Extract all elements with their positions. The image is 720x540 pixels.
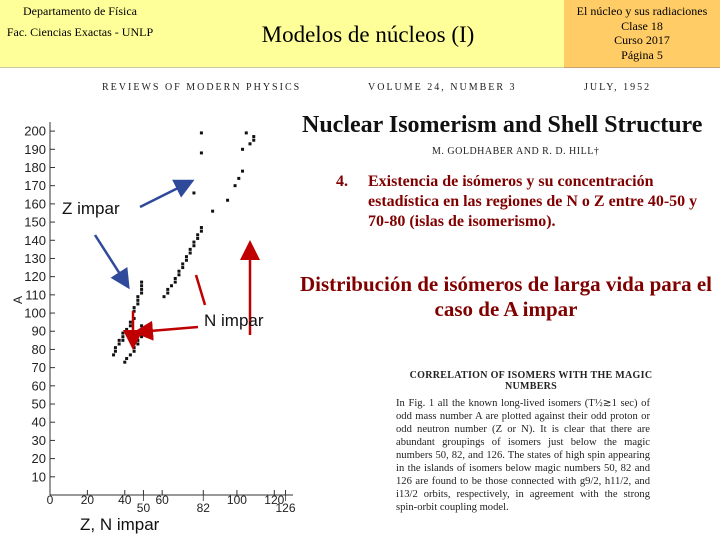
y-tick-label: 40	[31, 414, 46, 430]
data-point	[125, 328, 128, 331]
data-point	[200, 131, 203, 134]
data-point	[129, 324, 132, 327]
data-point	[166, 292, 169, 295]
y-tick-label: 150	[24, 214, 46, 230]
data-point	[252, 135, 255, 138]
arrow-z-up	[140, 182, 190, 207]
data-point	[196, 237, 199, 240]
data-point	[192, 244, 195, 247]
paper-authors: M. GOLDHABER AND R. D. HILL†	[432, 146, 600, 157]
arrow-z-down	[95, 235, 127, 285]
data-point	[136, 299, 139, 302]
data-point	[125, 357, 128, 360]
data-point	[121, 332, 124, 335]
data-point	[136, 342, 139, 345]
data-point	[123, 361, 126, 364]
n-odd-label: N impar	[204, 311, 264, 330]
data-point	[118, 342, 121, 345]
data-point	[118, 339, 121, 342]
x-tick-label: 60	[155, 493, 169, 507]
x-tick-label: 100	[226, 493, 247, 507]
data-point	[136, 339, 139, 342]
y-tick-label: 170	[24, 178, 46, 194]
y-tick-label: 80	[31, 341, 46, 357]
data-point	[121, 335, 124, 338]
data-point	[177, 270, 180, 273]
data-point	[200, 151, 203, 154]
y-tick-label: 120	[24, 269, 46, 285]
data-point	[192, 241, 195, 244]
data-point	[252, 139, 255, 142]
data-point	[129, 353, 132, 356]
data-point	[237, 177, 240, 180]
data-point	[249, 142, 252, 145]
y-tick-label: 10	[31, 469, 46, 485]
data-point	[129, 321, 132, 324]
journal-volume: VOLUME 24, NUMBER 3	[368, 82, 517, 93]
y-tick-label: 190	[24, 141, 46, 157]
x-tick-label: 0	[46, 493, 54, 507]
data-point	[245, 131, 248, 134]
data-point	[140, 284, 143, 287]
y-tick-label: 100	[24, 305, 46, 321]
paper-section-title: CORRELATION OF ISOMERS WITH THE MAGIC NUMBERS	[409, 370, 653, 392]
data-point	[112, 353, 115, 356]
data-point	[181, 266, 184, 269]
arrow-n-line	[196, 275, 205, 305]
data-point	[140, 281, 143, 284]
point-item	[336, 172, 712, 232]
data-point	[136, 295, 139, 298]
data-point	[185, 259, 188, 262]
data-point	[133, 306, 136, 309]
department-label: Departamento de Física	[23, 4, 137, 18]
data-point	[140, 324, 143, 327]
slide-title: Modelos de núcleos (I)	[261, 22, 475, 47]
data-point	[241, 170, 244, 173]
data-point	[166, 288, 169, 291]
y-tick-label: 200	[24, 123, 46, 139]
y-tick-label: 30	[31, 432, 46, 448]
data-point	[241, 148, 244, 151]
data-point	[140, 288, 143, 291]
data-point	[170, 284, 173, 287]
data-point	[114, 346, 117, 349]
data-point	[211, 210, 214, 213]
y-tick-label: 90	[31, 323, 46, 339]
data-point	[163, 295, 166, 298]
zn-odd-label: Z, N impar	[80, 515, 160, 534]
data-point	[174, 277, 177, 280]
journal-name: REVIEWS OF MODERN PHYSICS	[102, 82, 302, 93]
y-tick-label: 130	[24, 250, 46, 266]
y-tick-label: 50	[31, 396, 46, 412]
x-tick-label: 120	[264, 493, 285, 507]
y-tick-label: 160	[24, 196, 46, 212]
x-tick-label: 20	[80, 493, 95, 507]
data-point	[125, 332, 128, 335]
data-point	[189, 248, 192, 251]
data-point	[200, 230, 203, 233]
y-tick-label: 20	[31, 451, 46, 467]
data-point	[177, 273, 180, 276]
course-line: Clase 18	[621, 18, 663, 33]
y-tick-label: 60	[31, 378, 46, 394]
data-point	[234, 184, 237, 187]
data-point	[181, 262, 184, 265]
data-point	[114, 350, 117, 353]
y-tick-label: 110	[25, 287, 46, 303]
data-point	[226, 199, 229, 202]
data-point	[133, 346, 136, 349]
journal-date: JULY, 1952	[584, 82, 652, 93]
point-text: Existencia de isómeros y su concentración estadística en las regiones de N o Z entre 40-50 y 70-80 (islas de isomerismo).	[368, 173, 698, 230]
data-point	[196, 233, 199, 236]
x-tick-label: 50	[136, 501, 151, 515]
arrow-n-left	[138, 327, 198, 332]
course-line: Curso 2017	[614, 33, 670, 47]
data-point	[136, 302, 139, 305]
x-tick-label: 82	[196, 501, 210, 515]
point-number: 4.	[336, 173, 348, 190]
paper-body-text: In Fig. 1 all the known long-lived isomers (T½≳1 sec) of odd mass number A are plotted against their odd proton or odd neutron number (Z or N). It is clear that there are abundant groupings of isomers just below the magic numbers 50, 82, and 126. The states of high spin appearing in the islands of isomers below magic numbers 50, 82 and 126 are found to be those connected with g9/2, h11/2, and i13/2 orbits, respectively, in agreement with the strong spin-orbit coupling model.	[396, 398, 650, 513]
faculty-label: Fac. Ciencias Exactas - UNLP	[6, 25, 154, 39]
z-odd-label: Z impar	[62, 199, 120, 218]
data-point	[140, 292, 143, 295]
data-point	[189, 252, 192, 255]
data-point	[200, 226, 203, 229]
y-tick-label: 140	[24, 232, 46, 248]
distribution-caption: Distribución de isómeros de larga vida para el caso de A impar	[299, 272, 713, 321]
x-tick-label: 126	[275, 501, 296, 515]
y-tick-label: 70	[31, 360, 46, 376]
y-axis-label: A	[11, 295, 25, 305]
data-point	[133, 350, 136, 353]
x-tick-label: 40	[118, 493, 132, 507]
course-line: El núcleo y sus radiaciones	[576, 4, 708, 18]
data-point	[185, 255, 188, 258]
data-point	[174, 281, 177, 284]
data-point	[121, 339, 124, 342]
paper-title: Nuclear Isomerism and Shell Structure	[302, 112, 703, 138]
data-point	[192, 191, 195, 194]
course-line: Página 5	[621, 47, 663, 62]
y-tick-label: 180	[24, 159, 46, 175]
data-point	[140, 335, 143, 338]
